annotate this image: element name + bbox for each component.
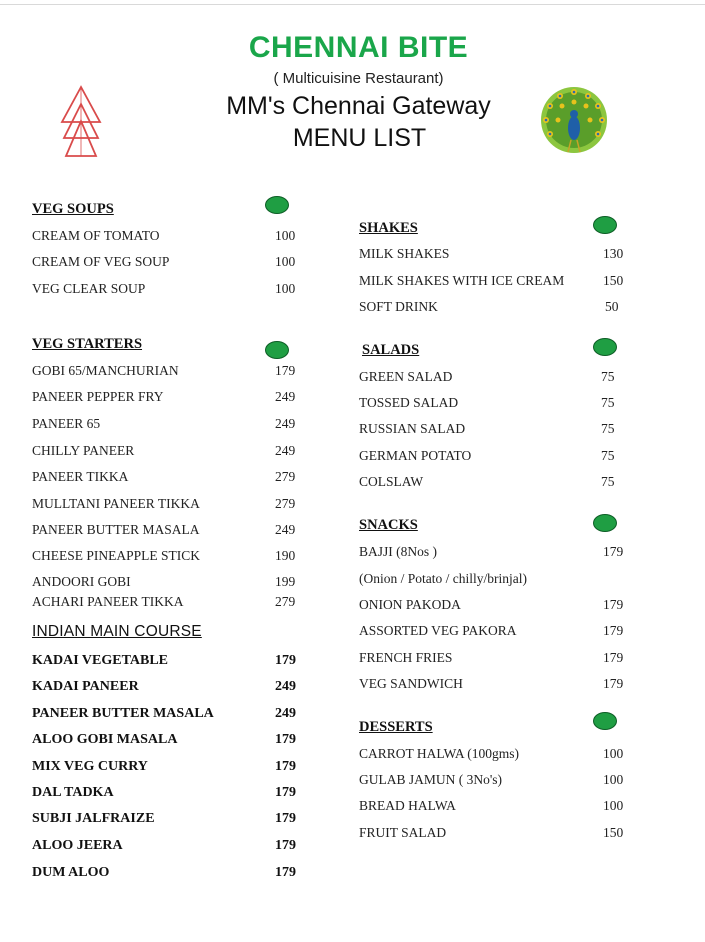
menu-item-price: 75: [601, 369, 615, 384]
menu-item: MILK SHAKES WITH ICE CREAM: [359, 273, 565, 288]
menu-item: DAL TADKA: [32, 785, 114, 800]
menu-item: VEG SANDWICH: [359, 676, 463, 691]
menu-item-price: 179: [275, 363, 296, 378]
menu-item-price: 179: [275, 732, 296, 747]
green-dot-icon: [265, 196, 289, 214]
section-title-snacks: SNACKS: [359, 517, 418, 533]
menu-item: ASSORTED VEG PAKORA: [359, 623, 517, 638]
green-dot-icon: [593, 712, 617, 730]
menu-item-price: 279: [275, 496, 296, 511]
menu-item-price: 199: [275, 574, 296, 589]
location-name: MM's Chennai Gateway: [226, 92, 491, 120]
menu-item-price: 100: [603, 798, 624, 813]
menu-item: ANDOORI GOBI: [32, 574, 131, 589]
menu-item: PANEER BUTTER MASALA: [32, 706, 214, 721]
menu-item: CREAM OF VEG SOUP: [32, 254, 170, 269]
menu-item: CREAM OF TOMATO: [32, 228, 160, 243]
menu-item: PANEER BUTTER MASALA: [32, 522, 200, 537]
green-dot-icon: [593, 216, 617, 234]
menu-item-price: 179: [603, 544, 624, 559]
menu-item: MILK SHAKES: [359, 246, 450, 261]
menu-item: PANEER TIKKA: [32, 469, 129, 484]
section-title-salads: SALADS: [362, 342, 420, 358]
menu-item: ALOO JEERA: [32, 838, 123, 853]
menu-item-price: 179: [275, 865, 296, 880]
menu-item: SUBJI JALFRAIZE: [32, 811, 155, 826]
menu-item-price: 190: [275, 548, 296, 563]
menu-item: BAJJI (8Nos ): [359, 544, 438, 559]
green-dot-icon: [593, 514, 617, 532]
menu-item: GREEN SALAD: [359, 369, 453, 384]
menu-item-price: 279: [275, 469, 296, 484]
top-divider: [0, 4, 705, 5]
menu-item-note: (Onion / Potato / chilly/brinjal): [359, 571, 527, 586]
menu-item: GOBI 65/MANCHURIAN: [32, 363, 179, 378]
menu-item-price: 249: [275, 522, 296, 537]
menu-item: SOFT DRINK: [359, 299, 438, 314]
menu-item: KADAI PANEER: [32, 679, 139, 694]
menu-item-price: 75: [601, 421, 615, 436]
menu-item: DUM ALOO: [32, 865, 110, 880]
section-title-indian-main-course: INDIAN MAIN COURSE: [32, 623, 202, 640]
menu-item: RUSSIAN SALAD: [359, 421, 466, 436]
menu-item: MULLTANI PANEER TIKKA: [32, 496, 200, 511]
menu-item: COLSLAW: [359, 474, 424, 489]
menu-item-price: 249: [275, 416, 296, 431]
menu-item-price: 279: [275, 594, 296, 609]
menu-item-price: 50: [605, 299, 619, 314]
menu-item: CHILLY PANEER: [32, 443, 135, 458]
menu-item: FRUIT SALAD: [359, 825, 447, 840]
menu-item: VEG CLEAR SOUP: [32, 281, 146, 296]
menu-item-price: 130: [603, 246, 624, 261]
menu-item-price: 179: [275, 811, 296, 826]
menu-item-price: 249: [275, 389, 296, 404]
menu-item-price: 249: [275, 706, 296, 721]
menu-item: KADAI VEGETABLE: [32, 653, 169, 668]
menu-item-price: 100: [603, 746, 624, 761]
menu-item-price: 249: [275, 679, 296, 694]
menu-item-price: 100: [275, 254, 296, 269]
menu-item: PANEER 65: [32, 416, 101, 431]
green-dot-icon: [593, 338, 617, 356]
menu-item-price: 179: [275, 759, 296, 774]
section-title-veg-starters: VEG STARTERS: [32, 336, 143, 352]
section-title-veg-soups: VEG SOUPS: [32, 201, 114, 217]
menu-item-price: 100: [275, 228, 296, 243]
menu-item-price: 179: [275, 785, 296, 800]
menu-item: BREAD HALWA: [359, 798, 456, 813]
restaurant-subtitle: ( Multicuisine Restaurant): [273, 70, 444, 87]
peacock-icon: [538, 84, 610, 156]
menu-item-price: 179: [275, 653, 296, 668]
menu-item: TOSSED SALAD: [359, 395, 459, 410]
section-title-shakes: SHAKES: [359, 220, 418, 236]
menu-item-price: 179: [603, 597, 624, 612]
menu-item-price: 100: [275, 281, 296, 296]
green-dot-icon: [265, 341, 289, 359]
section-title-desserts: DESSERTS: [359, 719, 433, 735]
menu-item-price: 179: [603, 650, 624, 665]
menu-title: MENU LIST: [292, 124, 427, 152]
menu-item-price: 75: [601, 474, 615, 489]
menu-item: FRENCH FRIES: [359, 650, 453, 665]
menu-item: ACHARI PANEER TIKKA: [32, 594, 184, 609]
menu-item: CARROT HALWA (100gms): [359, 746, 520, 761]
menu-item: GULAB JAMUN ( 3No's): [359, 772, 503, 787]
menu-item-price: 75: [601, 395, 615, 410]
menu-item-price: 179: [603, 676, 624, 691]
menu-item-price: 150: [603, 273, 624, 288]
triangle-logo-icon: [58, 84, 104, 162]
menu-item-price: 75: [601, 448, 615, 463]
menu-item: ALOO GOBI MASALA: [32, 732, 178, 747]
menu-item-price: 100: [603, 772, 624, 787]
menu-item: ONION PAKODA: [359, 597, 461, 612]
menu-item-price: 179: [275, 838, 296, 853]
menu-item: GERMAN POTATO: [359, 448, 472, 463]
menu-item: CHEESE PINEAPPLE STICK: [32, 548, 201, 563]
restaurant-name: CHENNAI BITE: [248, 31, 469, 64]
menu-item-price: 249: [275, 443, 296, 458]
menu-item-price: 179: [603, 623, 624, 638]
menu-item: PANEER PEPPER FRY: [32, 389, 164, 404]
menu-item-price: 150: [603, 825, 624, 840]
menu-item: MIX VEG CURRY: [32, 759, 148, 774]
